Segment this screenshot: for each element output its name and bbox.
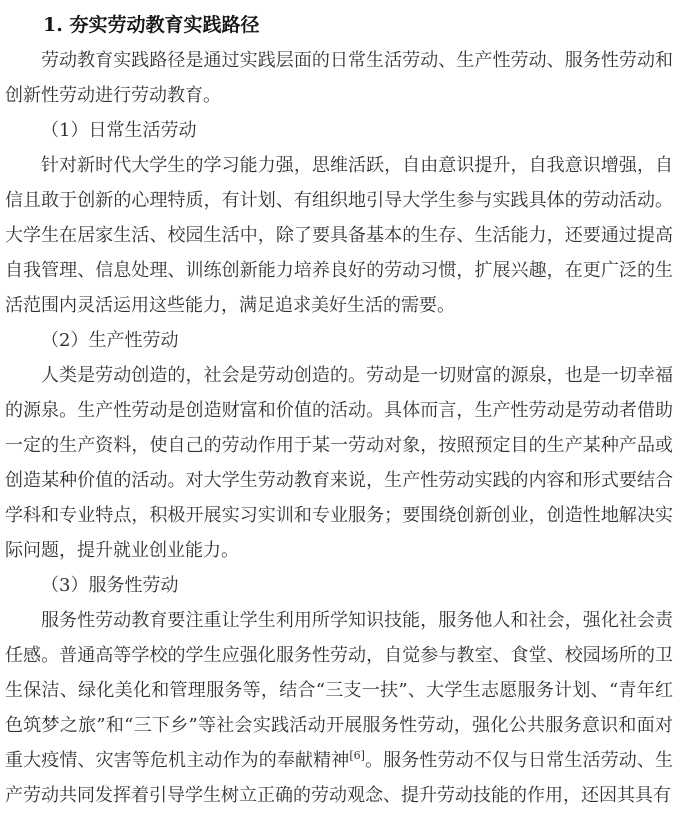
subheading-daily-life-labor: （1）日常生活劳动 [41, 120, 197, 141]
subheading-productive-labor: （2）生产性劳动 [41, 330, 179, 351]
paragraph-productive-labor: 人类是劳动创造的，社会是劳动创造的。劳动是一切财富的源泉，也是一切幸福的源泉。生产性劳动是创造财富和价值的活动。具体而言，生产性劳动是劳动者借助一定的生产资料，使自己的劳动作用于某一劳动对象，按照预定目的生产某种产品或创造某种价值的活动。对大学生劳动教育来说，生产性劳动实践的内容和形式要结合学科和专业特点，积极开展实习实训和专业服务；要围绕创新创业，创造性地解决实际问题，提升就业创业能力。 [5, 365, 673, 561]
citation-marker: [6] [349, 749, 365, 762]
paragraph-daily-life-labor: 针对新时代大学生的学习能力强，思维活跃，自由意识提升，自我意识增强，自信且敢于创新的心理特质，有计划、有组织地引导大学生参与实践具体的劳动活动。大学生在居家生活、校园生活中，除了要具备基本的生存、生活能力，还要通过提高自我管理、信息处理、训练创新能力培养良好的劳动习惯，扩展兴趣，在更广泛的生活范围内灵活运用这些能力，满足追求美好生活的需要。 [5, 155, 673, 316]
paragraph-intro: 劳动教育实践路径是通过实践层面的日常生活劳动、生产性劳动、服务性劳动和创新性劳动进行劳动教育。 [5, 50, 673, 106]
paragraph-service-labor-text-before-citation: 服务性劳动教育要注重让学生利用所学知识技能，服务他人和社会，强化社会责任感。普通高等学校的学生应强化服务性劳动，自觉参与教室、食堂、校园场所的卫生保洁、绿化美化和管理服务等，结合“三支一扶”、大学生志愿服务计划、“青年红色筑梦之旅”和“三下乡”等社会实践活动开展服务性劳动，强化公共服务意识和面对重大疫情、灾害等危机主动作为的奉献精神 [5, 610, 673, 771]
subheading-service-labor: （3）服务性劳动 [41, 575, 179, 596]
section-heading: 1. 夯实劳动教育实践路径 [43, 14, 260, 36]
paragraph-service-labor-text-after-citation: 。服务性劳动不仅与日常生活劳动、生产劳动共同发挥着引导学生树立正确的劳动观念、提升劳动技能的作用，还因其具有 [5, 750, 674, 806]
paragraph-service-labor [5, 603, 673, 813]
